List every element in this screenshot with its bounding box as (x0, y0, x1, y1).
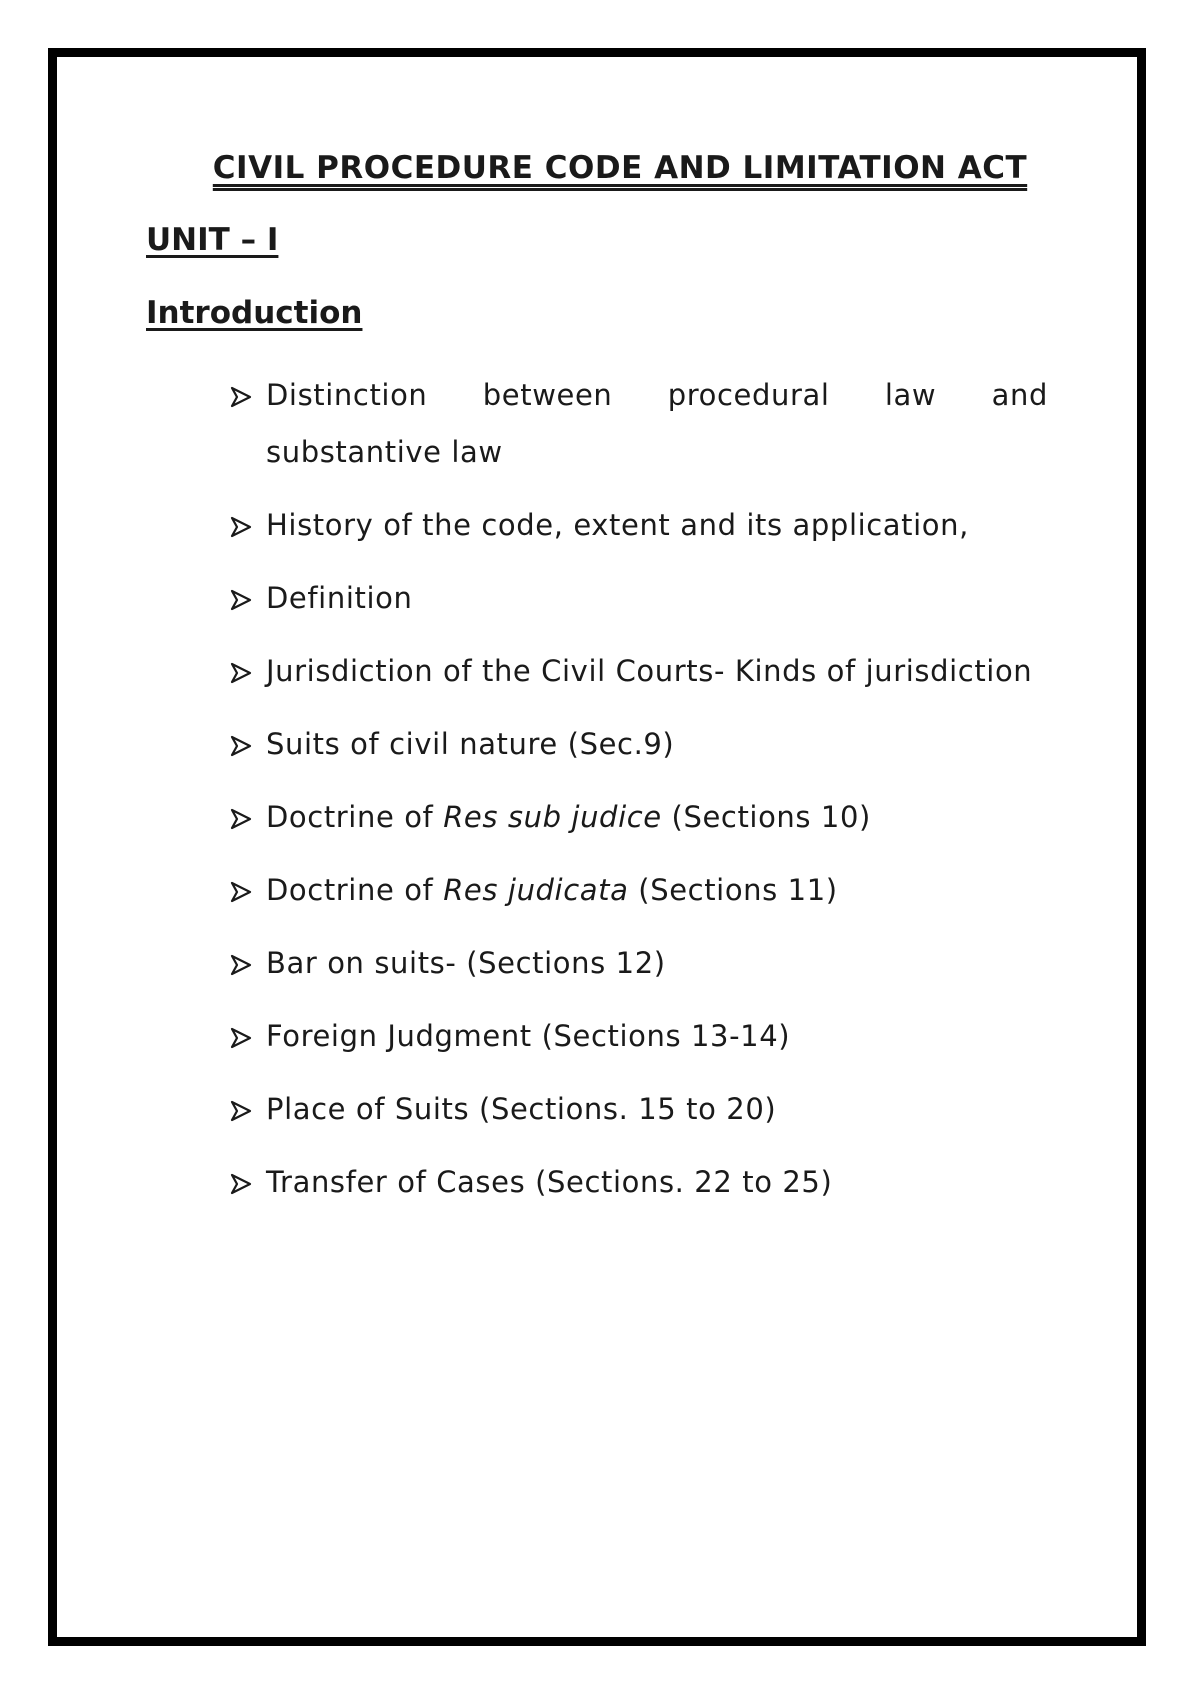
arrow-bullet-icon (230, 1154, 252, 1211)
list-item (228, 367, 1048, 481)
arrow-bullet-icon (230, 1008, 252, 1065)
list-item (228, 570, 1048, 627)
topic-text-italic: Res judicata (443, 873, 629, 907)
topic-text: History of the code, extent and its application, (266, 508, 969, 542)
arrow-bullet-icon (230, 1081, 252, 1138)
arrow-bullet-icon (230, 570, 252, 627)
document-title: CIVIL PROCEDURE CODE AND LIMITATION ACT (212, 150, 1028, 186)
topic-text: Definition (266, 581, 413, 615)
arrow-bullet-icon (230, 935, 252, 992)
arrow-bullet-icon (230, 789, 252, 846)
list-item (228, 643, 1048, 700)
arrow-bullet-icon (230, 716, 252, 773)
arrow-bullet-icon (230, 367, 252, 424)
topic-text: Jurisdiction of the Civil Courts- Kinds of jurisdiction (266, 654, 1033, 688)
arrow-bullet-icon (230, 643, 252, 700)
list-item (228, 716, 1048, 773)
topic-text: Transfer of Cases (Sections. 22 to 25) (266, 1165, 833, 1199)
list-item (228, 789, 1048, 846)
list-item (228, 1154, 1048, 1211)
topic-text: Suits of civil nature (Sec.9) (266, 727, 675, 761)
topic-text-prefix: Doctrine of (266, 800, 444, 834)
topic-text: Place of Suits (Sections. 15 to 20) (266, 1092, 777, 1126)
unit-heading: UNIT – I (146, 222, 279, 258)
topic-text: Distinction between procedural law and substantive law (266, 378, 1048, 469)
topic-text-suffix: (Sections 10) (661, 800, 871, 834)
list-item (228, 1081, 1048, 1138)
topic-list (228, 367, 1048, 1227)
topic-text: Foreign Judgment (Sections 13-14) (266, 1019, 791, 1053)
list-item (228, 935, 1048, 992)
topic-text-prefix: Doctrine of (266, 873, 444, 907)
topic-text-suffix: (Sections 11) (628, 873, 838, 907)
section-heading: Introduction (146, 295, 363, 331)
list-item (228, 1008, 1048, 1065)
list-item (228, 862, 1048, 919)
topic-text-italic: Res sub judice (443, 800, 662, 834)
list-item (228, 497, 1048, 554)
arrow-bullet-icon (230, 497, 252, 554)
arrow-bullet-icon (230, 862, 252, 919)
topic-text: Bar on suits- (Sections 12) (266, 946, 666, 980)
